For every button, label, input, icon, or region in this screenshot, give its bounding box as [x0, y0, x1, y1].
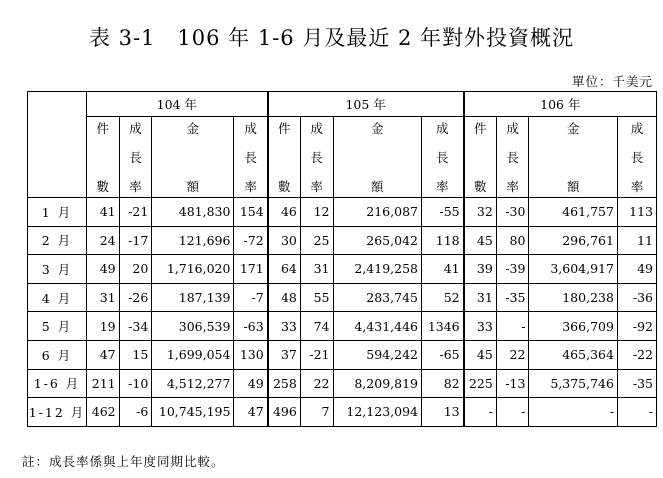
header-char: 長 — [436, 149, 449, 165]
column-header-growth2 — [421, 117, 463, 198]
column-header-growth1 — [496, 117, 529, 198]
header-char: 額 — [186, 178, 200, 194]
table-cell: -39 — [496, 255, 529, 284]
row-label: 1-6 月 — [28, 369, 87, 398]
header-char: 數 — [278, 178, 291, 194]
table-cell: 33 — [268, 312, 301, 341]
table-cell: 461,757 — [529, 198, 617, 227]
table-cell: -36 — [617, 283, 656, 312]
header-char: 數 — [96, 178, 110, 194]
table-cell: -21 — [119, 198, 152, 227]
table-cell: 47 — [86, 340, 119, 369]
table-cell: -34 — [119, 312, 152, 341]
table-cell: 4,431,446 — [333, 312, 421, 341]
table-cell: -13 — [496, 369, 529, 398]
row-label: 2 月 — [28, 226, 87, 255]
table-cell: 30 — [268, 226, 301, 255]
table-cell: 118 — [421, 226, 463, 255]
table-row — [28, 398, 657, 427]
table-cell: 55 — [300, 283, 333, 312]
row-label: 1 月 — [28, 198, 87, 227]
header-char: 件 — [96, 121, 110, 136]
table-cell: -21 — [300, 340, 333, 369]
header-char: 金 — [566, 121, 580, 136]
table-cell: 39 — [464, 255, 497, 284]
table-cell: 52 — [421, 283, 463, 312]
header-char: 長 — [630, 149, 644, 165]
header-char: 成 — [506, 121, 519, 136]
year-header: 104 年 — [86, 92, 267, 117]
table-cell: -63 — [234, 312, 268, 341]
table-cell: 187,139 — [152, 283, 234, 312]
table-cell: 49 — [617, 255, 656, 284]
row-label: 6 月 — [28, 340, 87, 369]
table-cell: 1346 — [421, 312, 463, 341]
header-char: 長 — [244, 149, 257, 165]
table-cell: 20 — [119, 255, 152, 284]
table-cell: 64 — [268, 255, 301, 284]
table-cell: 31 — [86, 283, 119, 312]
table-cell: 10,745,195 — [152, 398, 234, 427]
table-cell: - — [464, 398, 497, 427]
year-header: 105 年 — [268, 92, 464, 117]
header-char: 成 — [129, 121, 142, 136]
row-label: 4 月 — [28, 283, 87, 312]
table-cell: -7 — [234, 283, 268, 312]
column-header-amount — [529, 117, 617, 198]
table-cell: -10 — [119, 369, 152, 398]
header-char: 長 — [506, 149, 519, 165]
table-cell: - — [496, 398, 529, 427]
table-row — [28, 255, 657, 284]
table-cell: 216,087 — [333, 198, 421, 227]
header-char: 額 — [370, 178, 384, 194]
table-cell: 481,830 — [152, 198, 234, 227]
header-char: 率 — [506, 178, 519, 194]
table-cell: -35 — [617, 369, 656, 398]
table-cell: 594,242 — [333, 340, 421, 369]
table-cell: -6 — [119, 398, 152, 427]
investment-table — [27, 91, 657, 427]
table-cell: 49 — [234, 369, 268, 398]
header-char: 件 — [473, 121, 487, 136]
table-cell: 45 — [464, 340, 497, 369]
column-header-count — [464, 117, 497, 198]
header-char: 成 — [436, 121, 449, 136]
table-cell: 13 — [421, 398, 463, 427]
table-cell: 1,699,054 — [152, 340, 234, 369]
column-header-growth1 — [119, 117, 152, 198]
column-header-growth2 — [234, 117, 268, 198]
row-label: 1-12 月 — [28, 398, 87, 427]
header-char: 額 — [566, 178, 580, 194]
table-cell: 22 — [496, 340, 529, 369]
table-cell: 306,539 — [152, 312, 234, 341]
table-cell: - — [529, 398, 617, 427]
unit-label: 單位：千美元 — [571, 74, 653, 89]
table-cell: 7 — [300, 398, 333, 427]
table-cell: 121,696 — [152, 226, 234, 255]
header-char: 金 — [186, 121, 200, 136]
table-cell: 48 — [268, 283, 301, 312]
header-char: 長 — [129, 149, 142, 165]
column-header-count — [86, 117, 119, 198]
table-cell: 41 — [86, 198, 119, 227]
header-char: 率 — [129, 178, 142, 194]
table-cell: 49 — [86, 255, 119, 284]
table-cell: 82 — [421, 369, 463, 398]
table-cell: - — [496, 312, 529, 341]
table-cell: 15 — [119, 340, 152, 369]
header-char: 成 — [630, 121, 644, 136]
row-label: 5 月 — [28, 312, 87, 341]
table-cell: 33 — [464, 312, 497, 341]
table-cell: 366,709 — [529, 312, 617, 341]
table-cell: -55 — [421, 198, 463, 227]
table-cell: 4,512,277 — [152, 369, 234, 398]
table-cell: -65 — [421, 340, 463, 369]
header-char: 率 — [310, 178, 323, 194]
table-cell: 32 — [464, 198, 497, 227]
header-char: 率 — [630, 178, 644, 194]
table-cell: -92 — [617, 312, 656, 341]
table-cell: 296,761 — [529, 226, 617, 255]
page-title: 表 3-1 106 年 1-6 月及最近 2 年對外投資概況 — [88, 26, 575, 50]
header-char: 率 — [436, 178, 449, 194]
column-header-growth1 — [300, 117, 333, 198]
table-cell: 496 — [268, 398, 301, 427]
table-cell: 130 — [234, 340, 268, 369]
table-cell: 25 — [300, 226, 333, 255]
table-row — [28, 369, 657, 398]
table-cell: 74 — [300, 312, 333, 341]
table-cell: -30 — [496, 198, 529, 227]
column-header-growth2 — [617, 117, 656, 198]
table-row — [28, 283, 657, 312]
table-cell: 3,604,917 — [529, 255, 617, 284]
table-cell: -35 — [496, 283, 529, 312]
table-cell: 180,238 — [529, 283, 617, 312]
header-char: 件 — [278, 121, 291, 136]
table-cell: - — [617, 398, 656, 427]
table-row — [28, 340, 657, 369]
table-cell: 12 — [300, 198, 333, 227]
table-cell: 8,209,819 — [333, 369, 421, 398]
table-cell: 31 — [300, 255, 333, 284]
table-cell: 24 — [86, 226, 119, 255]
table-cell: 265,042 — [333, 226, 421, 255]
header-char: 率 — [244, 178, 257, 194]
table-cell: 465,364 — [529, 340, 617, 369]
table-cell: 283,745 — [333, 283, 421, 312]
header-char: 長 — [310, 149, 323, 165]
table-cell: 47 — [234, 398, 268, 427]
table-cell: 12,123,094 — [333, 398, 421, 427]
header-char: 成 — [310, 121, 323, 136]
header-char: 金 — [370, 121, 384, 136]
table-cell: 46 — [268, 198, 301, 227]
table-row — [28, 312, 657, 341]
table-cell: 225 — [464, 369, 497, 398]
header-char: 數 — [473, 178, 487, 194]
table-cell: 22 — [300, 369, 333, 398]
table-cell: 11 — [617, 226, 656, 255]
table-cell: 2,419,258 — [333, 255, 421, 284]
table-cell: -72 — [234, 226, 268, 255]
column-header-amount — [152, 117, 234, 198]
table-cell: 31 — [464, 283, 497, 312]
table-cell: -22 — [617, 340, 656, 369]
table-cell: 154 — [234, 198, 268, 227]
row-label: 3 月 — [28, 255, 87, 284]
column-header-amount — [333, 117, 421, 198]
header-char: 成 — [244, 121, 257, 136]
table-cell: -26 — [119, 283, 152, 312]
table-cell: 19 — [86, 312, 119, 341]
table-cell: 41 — [421, 255, 463, 284]
table-cell: 5,375,746 — [529, 369, 617, 398]
table-cell: 211 — [86, 369, 119, 398]
corner-cell — [28, 92, 87, 198]
table-cell: 37 — [268, 340, 301, 369]
footnote: 註：成長率係與上年度同期比較。 — [22, 454, 225, 469]
table-cell: 171 — [234, 255, 268, 284]
table-cell: 462 — [86, 398, 119, 427]
table-row — [28, 198, 657, 227]
year-header: 106 年 — [464, 92, 657, 117]
column-header-count — [268, 117, 301, 198]
table-row — [28, 226, 657, 255]
table-cell: 258 — [268, 369, 301, 398]
table-cell: 1,716,020 — [152, 255, 234, 284]
table-cell: -17 — [119, 226, 152, 255]
table-cell: 80 — [496, 226, 529, 255]
table-cell: 113 — [617, 198, 656, 227]
table-cell: 45 — [464, 226, 497, 255]
